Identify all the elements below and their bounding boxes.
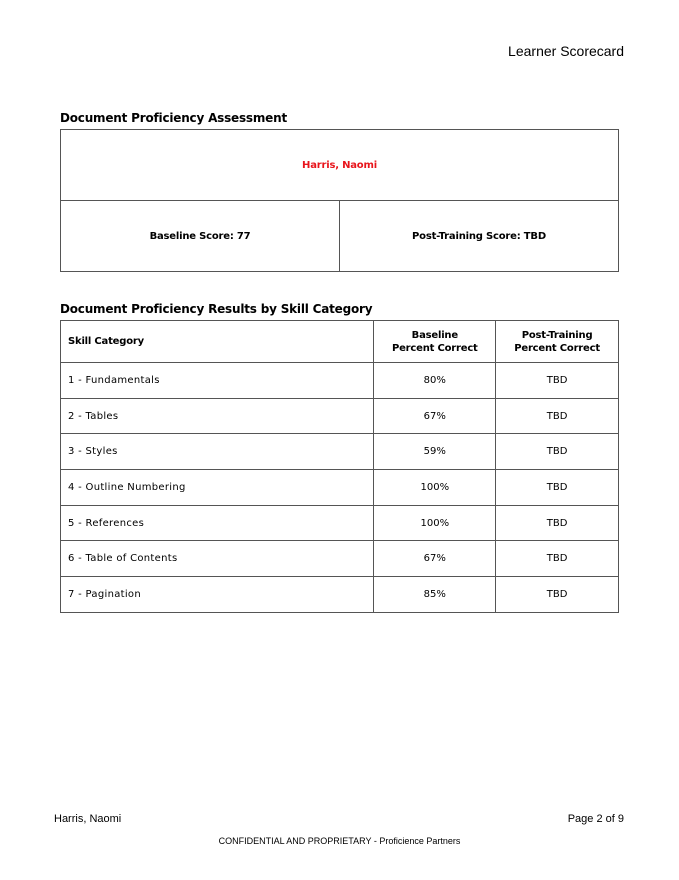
post-cell: TBD <box>496 505 619 541</box>
post-cell: TBD <box>496 434 619 470</box>
baseline-cell: 67% <box>374 398 496 434</box>
header-baseline-line2: Percent Correct <box>391 342 478 354</box>
post-cell: TBD <box>496 398 619 434</box>
post-cell: TBD <box>496 541 619 577</box>
results-section-title: Document Proficiency Results by Skill Category <box>60 302 373 316</box>
skill-cell: 1 - Fundamentals <box>61 363 374 399</box>
skill-cell: 4 - Outline Numbering <box>61 470 374 506</box>
footer-page-number: Page 2 of 9 <box>567 813 624 825</box>
learner-name-row <box>61 130 618 201</box>
header-post-line1: Post-Training <box>521 329 593 341</box>
baseline-cell: 85% <box>374 577 496 613</box>
assessment-summary-box <box>60 129 619 272</box>
table-row <box>61 577 619 613</box>
skill-cell: 2 - Tables <box>61 398 374 434</box>
post-cell: TBD <box>496 363 619 399</box>
table-header-row <box>61 321 619 363</box>
table-row <box>61 434 619 470</box>
footer-confidential-notice: CONFIDENTIAL AND PROPRIETARY - Proficience Partners <box>218 836 461 846</box>
post-cell: TBD <box>496 470 619 506</box>
skill-cell: 6 - Table of Contents <box>61 541 374 577</box>
baseline-cell: 59% <box>374 434 496 470</box>
assessment-section-title: Document Proficiency Assessment <box>60 111 287 125</box>
baseline-cell: 100% <box>374 470 496 506</box>
table-row <box>61 398 619 434</box>
baseline-cell: 80% <box>374 363 496 399</box>
table-row <box>61 541 619 577</box>
post-cell: TBD <box>496 577 619 613</box>
skill-results-table <box>60 320 619 613</box>
learner-name: Harris, Naomi <box>302 159 377 171</box>
skill-cell: 5 - References <box>61 505 374 541</box>
baseline-score: Baseline Score: 77 <box>149 230 251 242</box>
header-baseline-line1: Baseline <box>411 329 458 341</box>
post-training-score: Post-Training Score: TBD <box>412 230 546 242</box>
header-post-training <box>496 321 619 363</box>
page-header-title: Learner Scorecard <box>508 43 624 59</box>
score-row <box>61 201 618 271</box>
baseline-score-cell <box>61 201 340 271</box>
footer-learner-name: Harris, Naomi <box>54 813 122 825</box>
header-post-line2: Percent Correct <box>514 342 600 354</box>
table-row <box>61 363 619 399</box>
baseline-cell: 100% <box>374 505 496 541</box>
skill-cell: 7 - Pagination <box>61 577 374 613</box>
post-training-score-cell <box>340 201 618 271</box>
header-baseline <box>374 321 496 363</box>
baseline-cell: 67% <box>374 541 496 577</box>
table-row <box>61 505 619 541</box>
skill-cell: 3 - Styles <box>61 434 374 470</box>
header-skill-category: Skill Category <box>61 321 374 363</box>
table-row <box>61 470 619 506</box>
